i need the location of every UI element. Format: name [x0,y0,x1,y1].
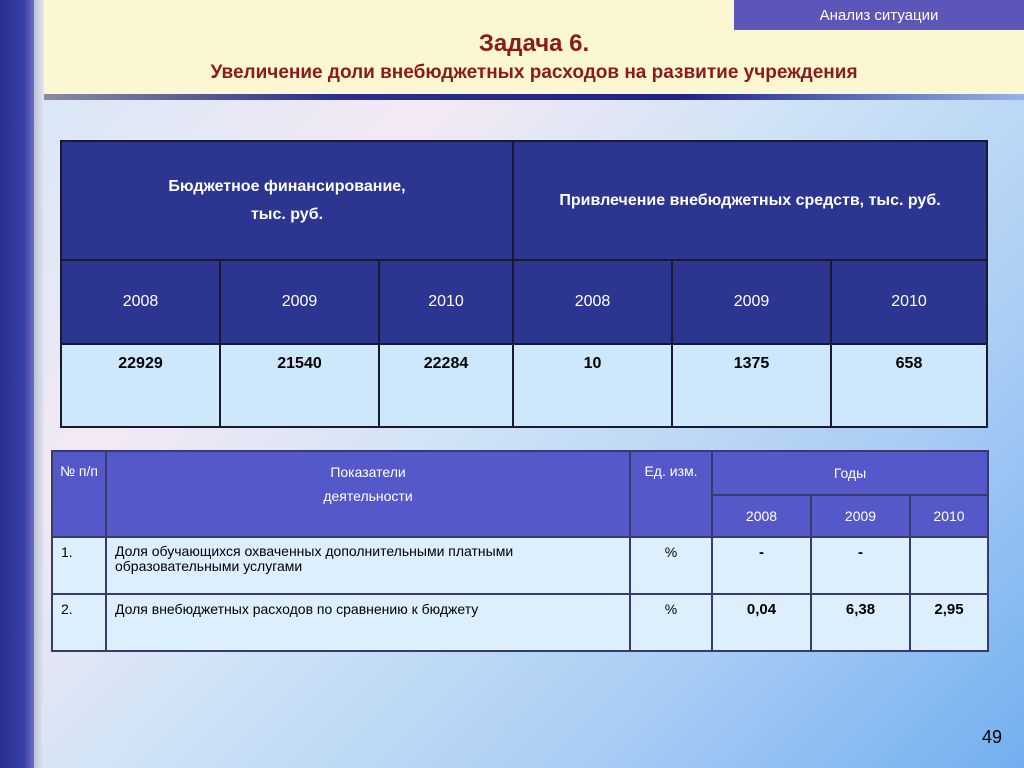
value-cell: 21540 [220,344,379,427]
extrabudget-label: Привлечение внебюджетных средств, тыс. руб. [559,191,941,209]
year-cell: 2008 [61,260,220,344]
year-cell: 2009 [220,260,379,344]
row-indicator: Доля обучающихся охваченных дополнительными платными образовательными услугами [106,537,630,594]
indicator-header [106,451,630,537]
table-row [52,537,988,594]
year-cell: 2010 [831,260,987,344]
year-cell: 2010 [379,260,513,344]
budget-funding-label: Бюджетное финансирование, [168,177,406,195]
indicators-table [51,450,989,652]
num-header [52,451,106,537]
unit-header [630,451,712,537]
row-value-2010: 2,95 [910,594,988,651]
budget-funding-header [61,141,513,260]
left-accent-bar [0,0,34,768]
year-cell: 2008 [513,260,672,344]
row-value-2009: 6,38 [811,594,910,651]
value-cell: 1375 [672,344,831,427]
row-indicator: Доля внебюджетных расходов по сравнению к бюджету [106,594,630,651]
year-cell: 2009 [672,260,831,344]
funding-table [60,140,988,428]
value-cell: 22284 [379,344,513,427]
value-cell: 10 [513,344,672,427]
extrabudget-header [513,141,987,260]
slide-title: Задача 6. [478,30,590,57]
unit-header-label: Ед. изм. [644,463,698,479]
row-unit: % [630,594,712,651]
row-num: 2. [52,594,106,651]
year-header-2010: 2010 [910,495,988,537]
year-header-2009: 2009 [811,495,910,537]
row-unit: % [630,537,712,594]
table-row [52,594,988,651]
left-accent-edge [34,0,44,768]
num-header-label: № п/п [60,463,98,479]
row-value-2009: - [811,537,910,594]
row-value-2008: - [712,537,811,594]
budget-funding-unit: тыс. руб. [250,205,324,223]
value-cell: 658 [831,344,987,427]
indicator-header-line2: деятельности [323,488,413,504]
year-header-2008: 2008 [712,495,811,537]
row-value-2010 [910,537,988,594]
slide-subtitle: Увеличение доли внебюджетных расходов на развитие учреждения [210,62,858,83]
years-header: Годы [712,451,988,495]
indicator-header-line1: Показатели [330,464,406,480]
page-number: 49 [981,727,1002,747]
row-value-2008: 0,04 [712,594,811,651]
value-cell: 22929 [61,344,220,427]
row-num: 1. [52,537,106,594]
header-rule [44,94,1024,100]
section-tab: Анализ ситуации [734,0,1024,30]
